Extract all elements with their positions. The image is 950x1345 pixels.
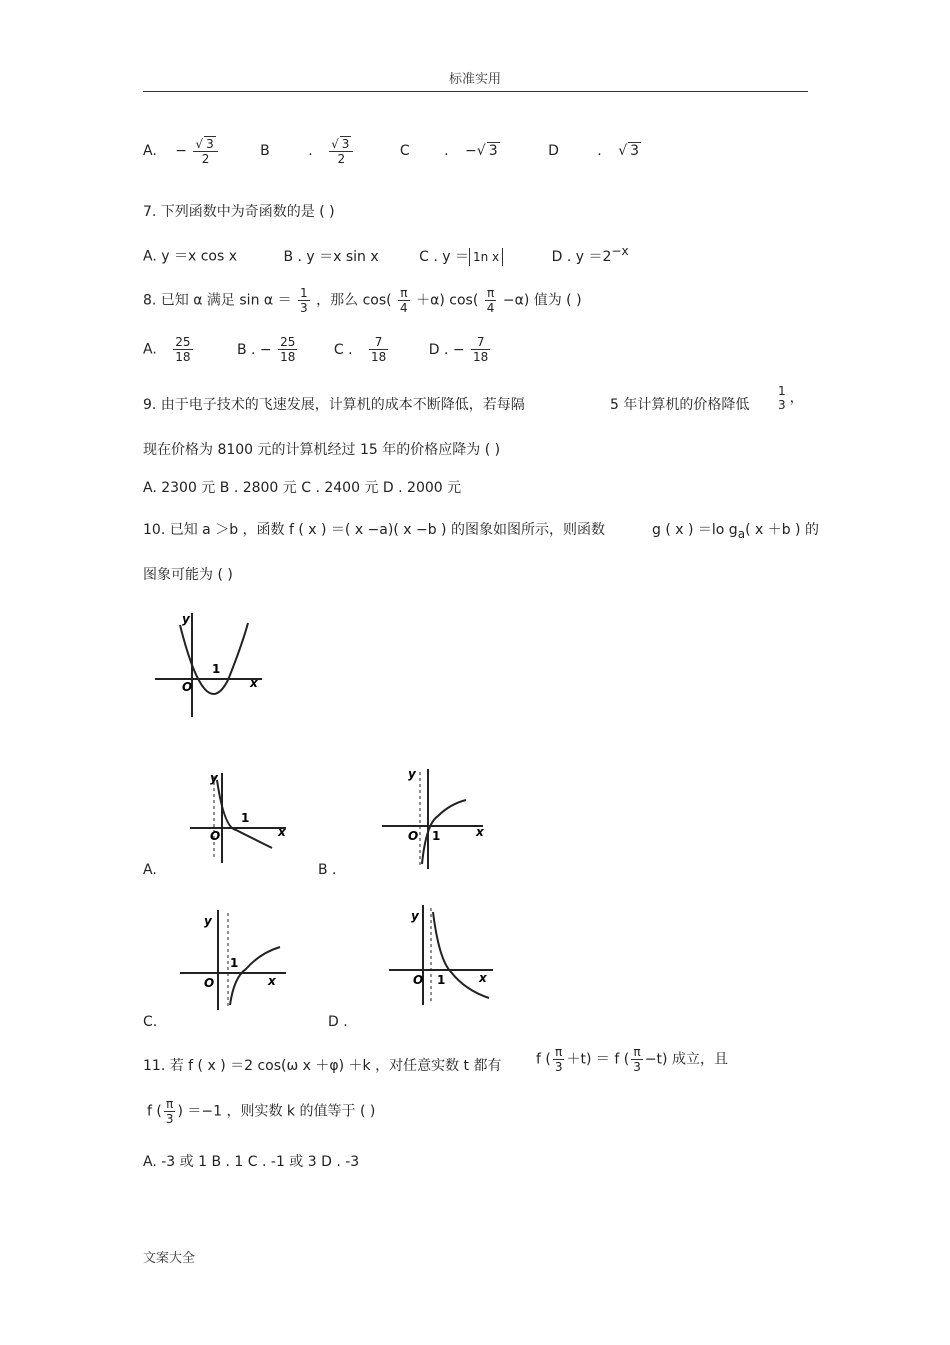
q6-a-minus: − <box>175 143 187 159</box>
q7-stem: 7. 下列函数中为奇函数的是 ( ) <box>143 204 335 220</box>
q6-label-c: C <box>399 143 410 159</box>
q6-dot: . <box>308 143 313 159</box>
q10-label-d: D . <box>328 1014 348 1030</box>
svg-text:O: O <box>204 976 215 990</box>
q11-options: A. -3 或 1 B . 1 C . -1 或 3 D . -3 <box>143 1154 360 1170</box>
svg-text:O: O <box>408 829 419 843</box>
svg-text:1: 1 <box>241 811 250 825</box>
svg-text:O: O <box>413 973 424 987</box>
q8-stem <box>143 286 582 315</box>
q6-b-frac: $\frac{√ 3}{2}$ <box>329 136 353 166</box>
one-label: 1 <box>212 662 221 676</box>
q8-c-frac: $\frac{7}{18}$ <box>370 335 387 364</box>
origin-label: O <box>182 680 193 694</box>
q8-label-b: B . − <box>236 341 272 358</box>
svg-text:y: y <box>411 909 419 923</box>
q8-label-d: D . − <box>428 341 465 358</box>
q10-line2: 图象可能为 ( ) <box>143 567 233 583</box>
q10-line1: 10. 已知 a ＞b ，函数 f ( x ) ＝( x −a)( x −b ) 的图象如图所示，则函数 <box>143 522 605 538</box>
q6-options: A. − $\frac{√ 3}{2}$ B . $\frac{√ 3}{2}$ C . −√ 3 D . √ 3 <box>143 137 640 166</box>
q10-label-a: A. <box>143 862 157 878</box>
svg-text:y: y <box>210 771 218 785</box>
q7-opt-a: A. y ＝x cos x <box>143 248 237 265</box>
q7-opt-c-abs: 1n x <box>469 248 503 266</box>
q9-options: A. 2300 元 B . 2800 元 C . 2400 元 D . 2000 元 <box>143 480 462 496</box>
q9-line1: 9. 由于电子技术的飞速发展，计算机的成本不断降低，若每隔 <box>143 397 525 413</box>
q8-d-frac: $\frac{7}{18}$ <box>473 335 489 364</box>
q6-label-d: D <box>548 143 559 159</box>
q8-pre: 8. 已知 α 满足 sin α ＝ <box>143 292 292 309</box>
q7-opt-d: D . y ＝2 <box>551 248 612 265</box>
graph-b <box>378 764 493 874</box>
graph-a <box>186 768 296 868</box>
q8-frac-pi4-b: $\frac{\pi}{4}$ <box>486 286 495 315</box>
svg-text:y: y <box>408 767 416 781</box>
svg-text:x: x <box>479 971 487 985</box>
q9-frac: 1 3 ， <box>778 384 804 412</box>
q9-line1b: 5 年计算机的价格降低 <box>610 397 750 413</box>
x-label: x <box>250 676 258 690</box>
q6-dot: . <box>444 143 449 159</box>
graph-c <box>176 905 296 1015</box>
svg-text:x: x <box>268 974 276 988</box>
q8-a-frac: $\frac{25}{18}$ <box>175 335 191 364</box>
q10-line1b: g ( x ) ＝lo $g_a$( x ＋b ) 的 <box>652 522 819 541</box>
svg-text:y: y <box>204 914 212 928</box>
q6-d-sqrt: 3 <box>630 143 640 159</box>
q11-line1-cond: f ( $\frac{\pi}{3}$ ＋t) ＝ f ( $\frac{\pi}{3}$ −t) 成立，且 <box>536 1045 728 1074</box>
y-label: y <box>182 612 190 626</box>
svg-text:O: O <box>210 829 221 843</box>
q8-frac-1-3: $\frac{1}{3}$ <box>300 286 308 315</box>
q8-label-a: A. <box>143 341 157 358</box>
svg-text:x: x <box>278 825 286 839</box>
svg-text:1: 1 <box>437 973 446 987</box>
q6-c-sqrt: 3 <box>488 143 498 159</box>
q11-line2: f ( $\frac{\pi}{3}$ ) ＝−1 ，则实数 k 的值等于 ( ) <box>147 1097 376 1126</box>
svg-text:1: 1 <box>432 829 441 843</box>
q6-label-a: A. <box>143 143 157 159</box>
q7-options <box>143 244 629 266</box>
q8-b-frac: $\frac{25}{18}$ <box>280 335 296 364</box>
svg-text:1: 1 <box>230 956 239 970</box>
q10-parabola-figure <box>150 605 270 725</box>
svg-text:x: x <box>476 825 484 839</box>
q7-opt-d-exp: −x <box>611 244 629 258</box>
q8-post: −α) 值为 ( ) <box>502 292 582 309</box>
q6-a-frac: $\frac{√ 3}{2}$ <box>193 136 217 166</box>
q10-label-c: C. <box>143 1014 158 1030</box>
q7-opt-b: B . y ＝x sin x <box>283 248 379 265</box>
q10-label-b: B . <box>318 862 337 878</box>
q6-dot: . <box>597 143 602 159</box>
q9-line2: 现在价格为 8100 元的计算机经过 15 年的价格应降为 ( ) <box>143 442 501 458</box>
q7-opt-c: C . y ＝ <box>419 248 469 265</box>
q8-frac-pi4-a: $\frac{\pi}{4}$ <box>400 286 408 315</box>
q6-label-b: B <box>260 143 270 159</box>
page-footer: 文案大全 <box>143 1251 196 1266</box>
q8-mid2: ＋α) cos( <box>416 292 479 309</box>
q8-label-c: C . <box>333 341 353 358</box>
q11-line1: 11. 若 f ( x ) ＝2 cos(ω x ＋φ) ＋k ，对任意实数 t 都有 <box>143 1058 502 1074</box>
graph-d <box>385 900 500 1010</box>
q8-mid: ，那么 cos( <box>316 292 392 309</box>
q8-options <box>143 335 492 364</box>
header-rule <box>143 91 808 92</box>
q6-c-minus: − <box>465 143 477 159</box>
page-header: 标准实用 <box>448 72 501 87</box>
